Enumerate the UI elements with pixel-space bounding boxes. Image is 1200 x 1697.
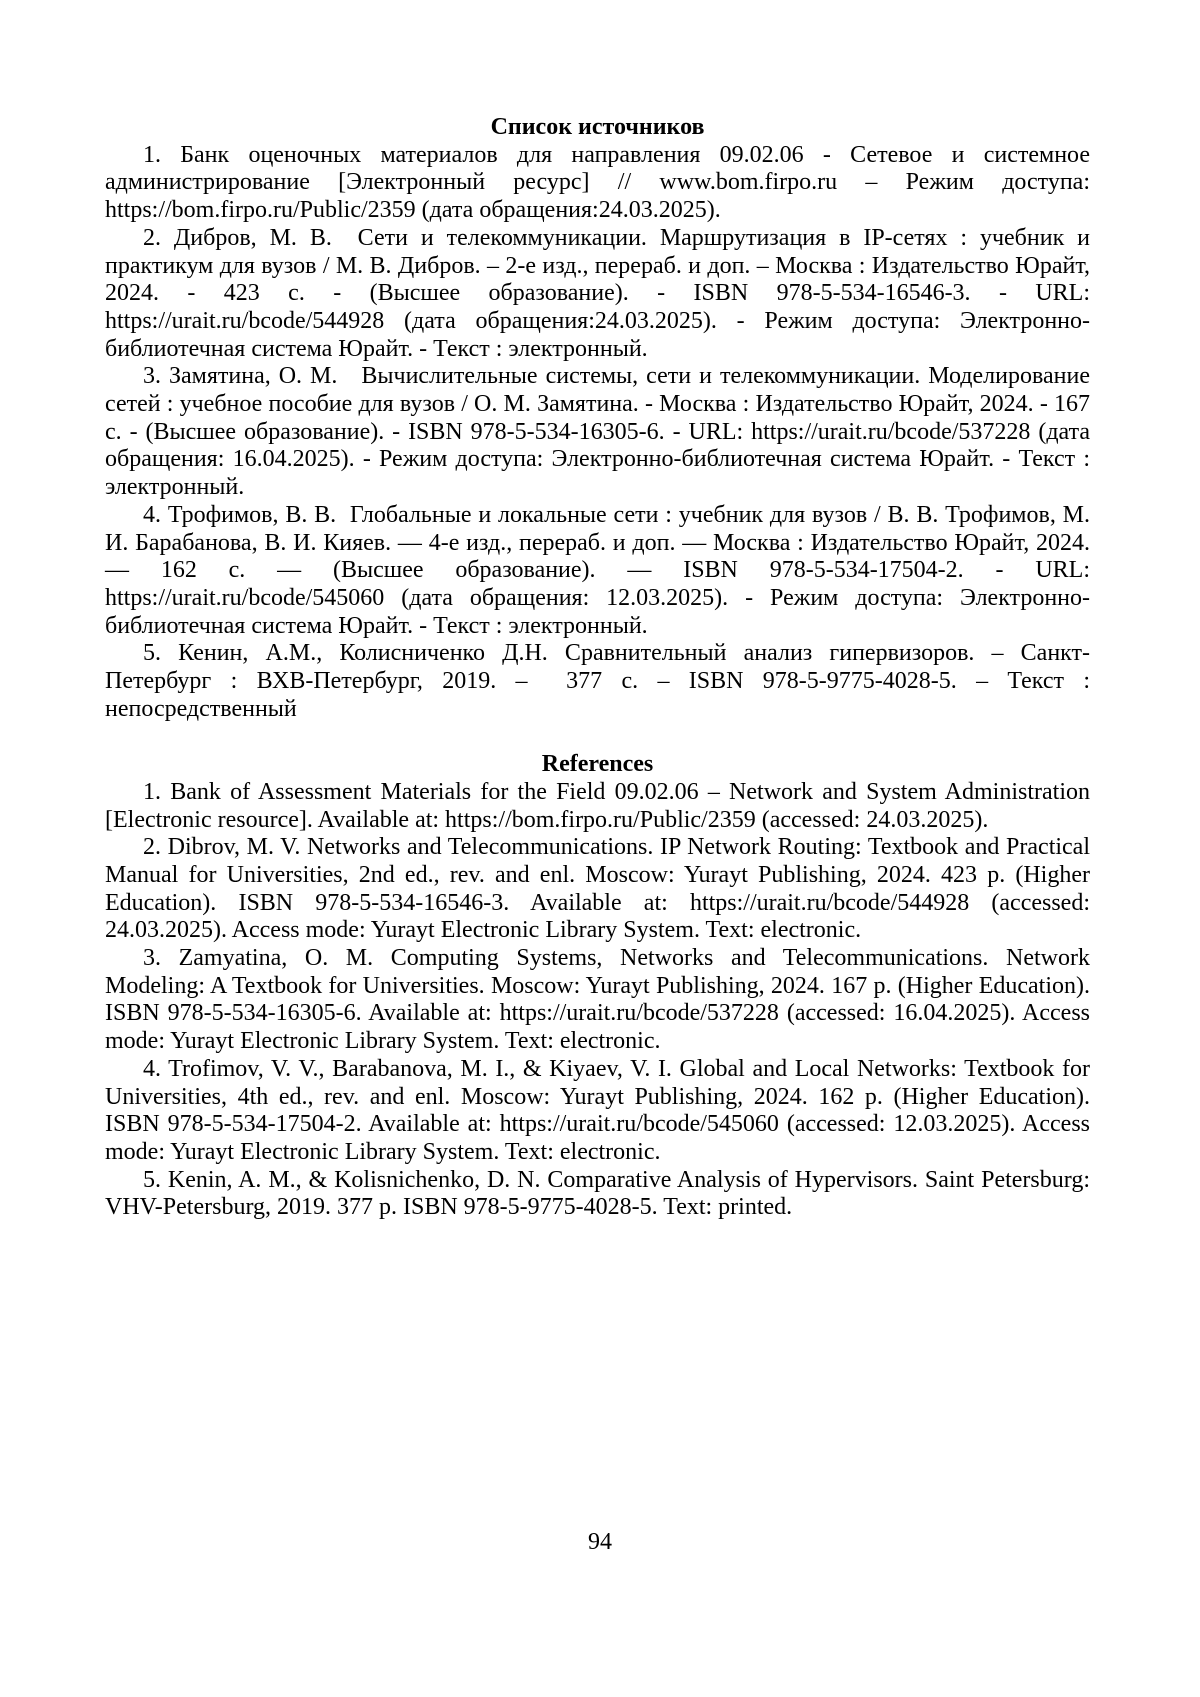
sources-section-title-ru: Список источников (490, 114, 705, 140)
reference-item-en-4: 4. Trofimov, V. V., Barabanova, M. I., & Kiyaev, V. I. Global and Local Networks: Textbook for Universities, 4th ed., rev. and enl. Moscow: Yurayt Publishing, 2024. 162 p. (Higher Education). ISBN 978-5-534-17504-2. Available at: https://urait.ru/bcode/545060 (accessed: 12.03.2025). Access mode: Yurayt Electronic Library System. Text: electronic. (105, 1055, 1090, 1165)
references-section-title-en: References (541, 751, 654, 778)
reference-item-ru-3: 3. Замятина, О. М. Вычислительные системы, сети и телекоммуникации. Моделирование сетей : учебное пособие для вузов / О. М. Замятина. - Москва : Издательство Юрайт, 2024. - 167 с. - (Высшее образование). - ISBN 978-5-534-16305-6. - URL: https://urait.ru/bcode/537228 (дата обращения: 16.04.2025). - Режим доступа: Электронно-библиотечная система Юрайт. - Текст : электронный. (105, 363, 1090, 501)
reference-item-en-1: 1. Bank of Assessment Materials for the Field 09.02.06 – Network and System Administration [Electronic resource]. Available at: https://bom.firpo.ru/Public/2359 (accessed: 24.03.2025). (105, 778, 1090, 833)
reference-item-ru-2: 2. Дибров, М. В. Сети и телекоммуникации. Маршрутизация в IP-сетях : учебник и практикум для вузов / М. В. Дибров. – 2-е изд., перераб. и доп. – Москва : Издательство Юрайт, 2024. - 423 с. - (Высшее образование). - ISBN 978-5-534-16546-3. - URL: https://urait.ru/bcode/544928 (дата обращения:24.03.2025). - Режим доступа: Электронно-библиотечная система Юрайт. - Текст : электронный. (105, 224, 1090, 362)
page-number: 94 (588, 1529, 612, 1555)
reference-item-en-5: 5. Kenin, A. M., & Kolisnichenko, D. N. Comparative Analysis of Hypervisors. Saint Petersburg: VHV-Petersburg, 2019. 377 p. ISBN 978-5-9775-4028-5. Text: printed. (105, 1166, 1090, 1221)
document-content (105, 114, 1090, 1222)
reference-item-ru-1: 1. Банк оценочных материалов для направления 09.02.06 - Сетевое и системное администрирование [Электронный ресурс] // www.bom.firpo.ru – Режим доступа: https://bom.firpo.ru/Public/2359 (дата обращения:24.03.2025). (105, 141, 1090, 224)
section-spacer (105, 723, 1090, 751)
reference-item-en-2: 2. Dibrov, M. V. Networks and Telecommunications. IP Network Routing: Textbook and Practical Manual for Universities, 2nd ed., rev. and enl. Moscow: Yurayt Publishing, 2024. 423 p. (Higher Education). ISBN 978-5-534-16546-3. Available at: https://urait.ru/bcode/544928 (accessed: 24.03.2025). Access mode: Yurayt Electronic Library System. Text: electronic. (105, 834, 1090, 944)
reference-item-ru-4: 4. Трофимов, В. В. Глобальные и локальные сети : учебник для вузов / В. В. Трофимов, М. И. Барабанова, В. И. Кияев. — 4-е изд., перераб. и доп. — Москва : Издательство Юрайт, 2024. — 162 с. — (Высшее образование). — ISBN 978-5-534-17504-2. - URL: https://urait.ru/bcode/545060 (дата обращения: 12.03.2025). - Режим доступа: Электронно-библиотечная система Юрайт. - Текст : электронный. (105, 501, 1090, 639)
reference-item-en-3: 3. Zamyatina, O. M. Computing Systems, Networks and Telecommunications. Network Modeling: A Textbook for Universities. Moscow: Yurayt Publishing, 2024. 167 p. (Higher Education). ISBN 978-5-534-16305-6. Available at: https://urait.ru/bcode/537228 (accessed: 16.04.2025). Access mode: Yurayt Electronic Library System. Text: electronic. (105, 945, 1090, 1055)
reference-item-ru-5: 5. Кенин, А.М., Колисниченко Д.Н. Сравнительный анализ гипервизоров. – Санкт-Петербург : ВХВ-Петербург, 2019. – 377 с. – ISBN 978-5-9775-4028-5. – Текст : непосредственный (105, 640, 1090, 722)
